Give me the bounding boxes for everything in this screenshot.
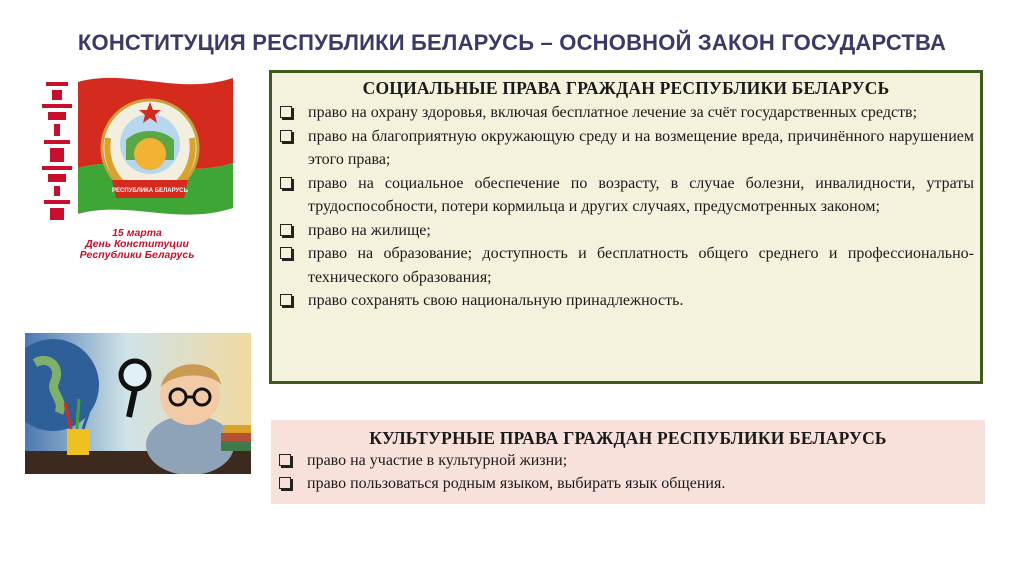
list-item: право на охрану здоровья, включая бесплатное лечение за счёт государственных средств; bbox=[280, 101, 974, 125]
checkbox-bullet-icon bbox=[280, 224, 292, 236]
caption-date: 15 марта bbox=[112, 227, 162, 239]
list-item: право сохранять свою национальную принадлежность. bbox=[280, 289, 974, 313]
list-item: право на благоприятную окружающую среду и на возмещение вреда, причинённого нарушением этого права; bbox=[280, 125, 974, 172]
checkbox-bullet-icon bbox=[280, 294, 292, 306]
list-item: право на жилище; bbox=[280, 219, 974, 243]
child-with-magnifier-photo bbox=[25, 333, 251, 474]
list-item: право пользоваться родным языком, выбирать язык общения. bbox=[279, 472, 979, 495]
checkbox-bullet-icon bbox=[280, 247, 292, 259]
cultural-rights-heading: КУЛЬТУРНЫЕ ПРАВА ГРАЖДАН РЕСПУБЛИКИ БЕЛАРУСЬ bbox=[369, 428, 887, 448]
page-title: КОНСТИТУЦИЯ РЕСПУБЛИКИ БЕЛАРУСЬ – ОСНОВНОЙ ЗАКОН ГОСУДАРСТВА bbox=[77, 30, 947, 55]
cultural-rights-list bbox=[271, 449, 985, 495]
caption-country: Республики Беларусь bbox=[79, 249, 195, 261]
list-item: право на образование; доступность и бесплатность общего среднего и профессионально-технического образования; bbox=[280, 242, 974, 289]
list-item: право на социальное обеспечение по возрасту, в случае болезни, инвалидности, утраты трудоспособности, потери кормильца и других случаях, предусмотренных законом; bbox=[280, 172, 974, 219]
cultural-rights-box bbox=[271, 420, 985, 504]
checkbox-bullet-icon bbox=[280, 130, 292, 142]
checkbox-bullet-icon bbox=[280, 106, 292, 118]
checkbox-bullet-icon bbox=[279, 477, 291, 489]
checkbox-bullet-icon bbox=[280, 177, 292, 189]
social-rights-box bbox=[269, 70, 983, 384]
emblem-ribbon-text: РЕСПУБЛИКА БЕЛАРУСЬ bbox=[112, 188, 188, 194]
checkbox-bullet-icon bbox=[279, 454, 291, 466]
social-rights-list bbox=[272, 101, 980, 313]
social-rights-heading: СОЦИАЛЬНЫЕ ПРАВА ГРАЖДАН РЕСПУБЛИКИ БЕЛАРУСЬ bbox=[362, 78, 890, 98]
caption-day: День Конституции bbox=[85, 238, 189, 250]
constitution-day-caption bbox=[62, 228, 212, 261]
list-item: право на участие в культурной жизни; bbox=[279, 449, 979, 472]
